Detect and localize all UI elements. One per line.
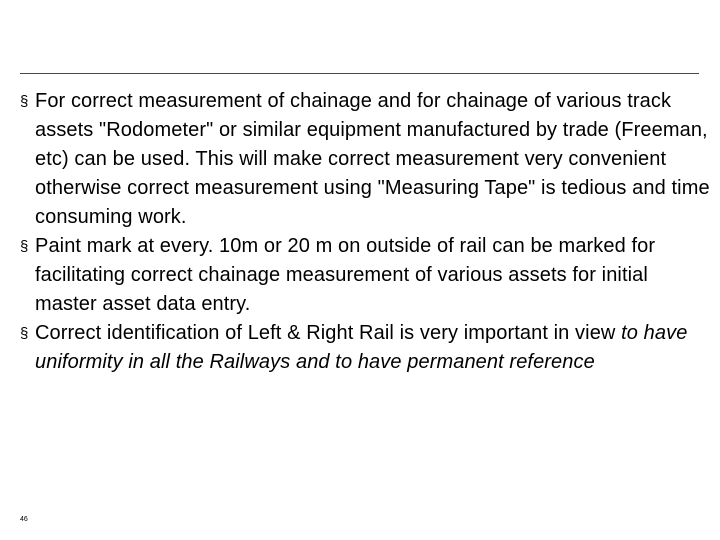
top-divider	[20, 73, 699, 74]
slide-body	[20, 87, 710, 377]
bullet-item	[20, 87, 710, 232]
bullet-icon: §	[20, 93, 29, 110]
bullet-icon: §	[20, 238, 29, 255]
bullet-item	[20, 232, 710, 319]
bullet-text: Correct identification of Left & Right Rail is very important in view	[35, 322, 622, 344]
bullet-text-italic: to have uniformity in all the Railways and to have permanent reference	[35, 322, 688, 373]
bullet-text: Paint mark at every. 10m or 20 m on outside of rail can be marked for facilitating correct chainage measurement of various assets for initial master asset data entry.	[35, 235, 656, 315]
bullet-icon: §	[20, 325, 29, 342]
bullet-text: For correct measurement of chainage and for chainage of various track assets "Rodometer" or similar equipment manufactured by trade (Freeman, etc) can be used. This will make correct measurement very convenient otherwise correct measurement using "Measuring Tape" is tedious and time consuming work.	[35, 90, 710, 228]
bullet-item	[20, 319, 710, 377]
page-number: 46	[20, 516, 28, 523]
